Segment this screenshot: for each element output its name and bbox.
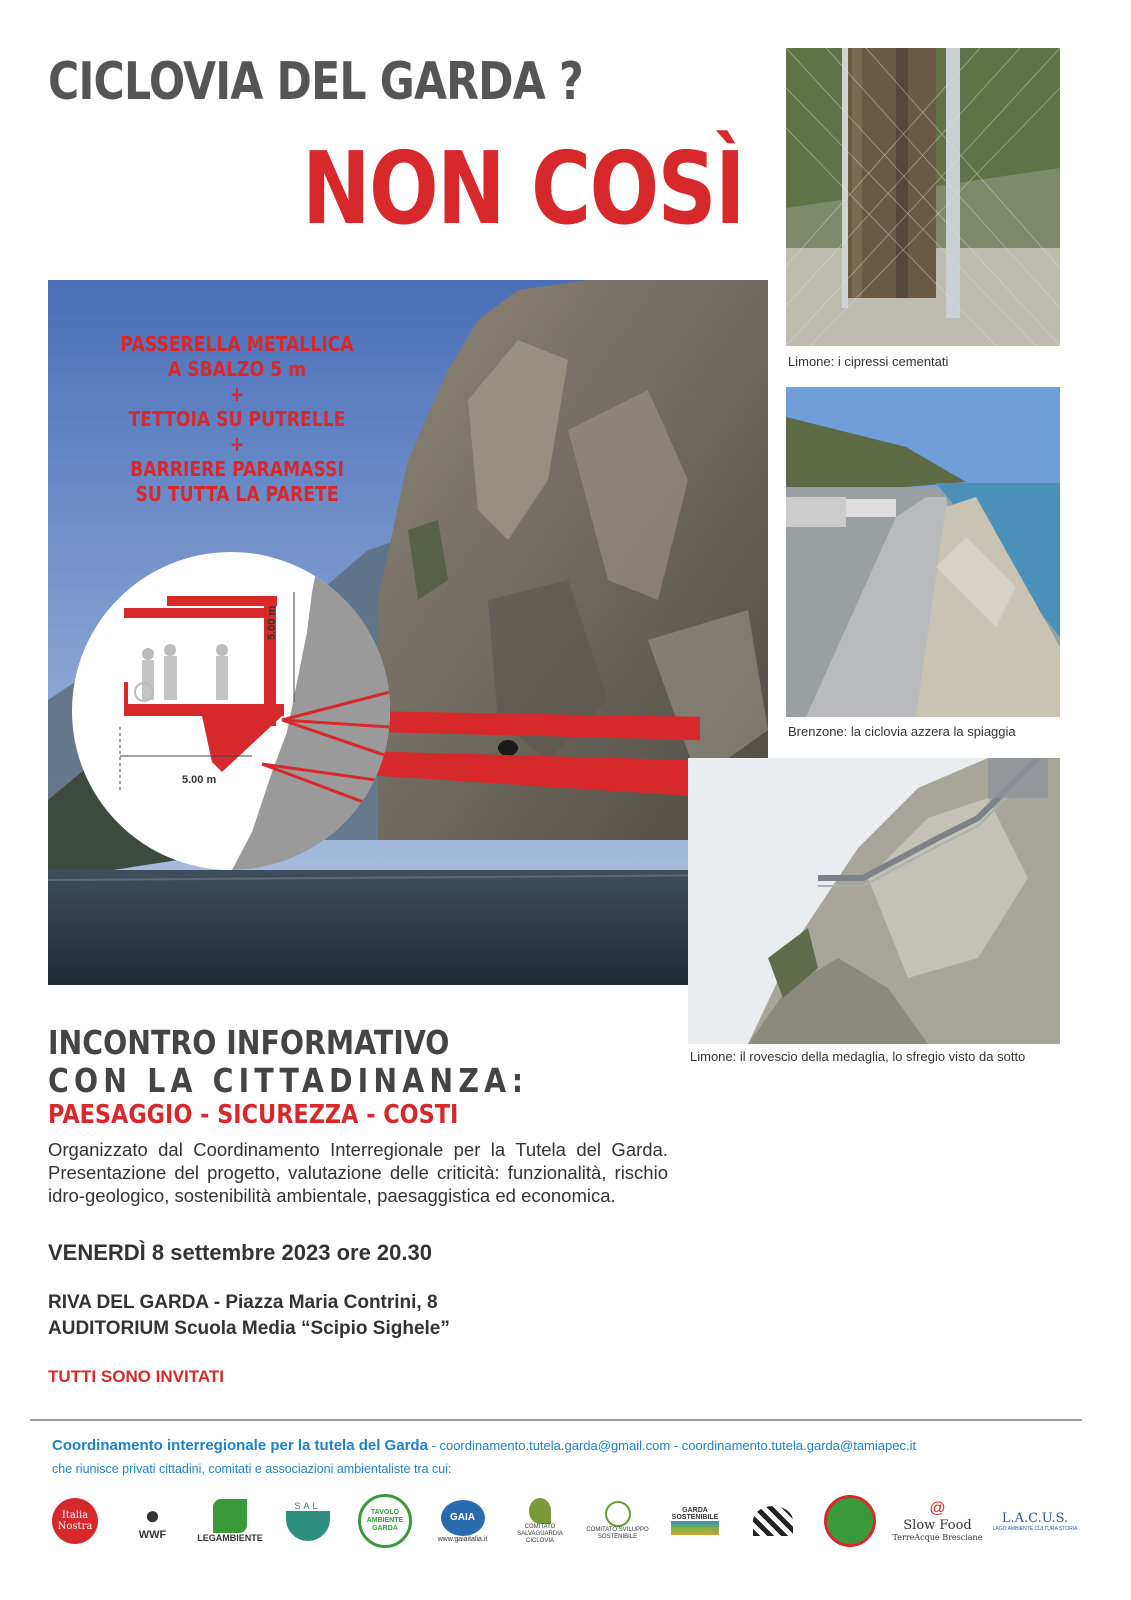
leaf-icon — [213, 1499, 247, 1533]
callout-line: + — [229, 382, 245, 406]
footer-divider — [30, 1419, 1082, 1421]
logo-lacus — [990, 1490, 1080, 1552]
caption-photo-3: Limone: il rovescio della medaglia, lo sfregio visto da sotto — [690, 1049, 1026, 1064]
event-heading-line-2: CON LA CITTADINANZA: — [48, 1061, 529, 1100]
gaia-url: www.gaiaitalia.it — [437, 1535, 488, 1543]
venue-line-1: RIVA DEL GARDA - Piazza Maria Contrini, 8 — [48, 1292, 438, 1313]
org-description: che riunisce privati cittadini, comitati e associazioni ambientaliste tra cui: — [52, 1462, 452, 1476]
logo-garda-sostenibile — [660, 1490, 730, 1552]
slow-food-label: Slow Food — [903, 1518, 972, 1533]
logo-sal — [273, 1490, 343, 1552]
section-diagram — [72, 552, 390, 870]
venue-line-2: AUDITORIUM Scuola Media “Scipio Sighele” — [48, 1318, 450, 1339]
event-heading — [48, 1024, 528, 1100]
event-description: Organizzato dal Coordinamento Interregionale per la Tutela del Garda. Presentazione del progetto, valutazione delle criticità: funzionalità, rischio idro-geologico, sostenibilità ambientale, paesaggistica ed economica. — [48, 1139, 668, 1206]
logo-slow-food — [893, 1490, 983, 1552]
event-date: VENERDÌ 8 settembre 2023 ore 20.30 — [48, 1240, 432, 1265]
callout-line: A SBALZO 5 m — [167, 357, 307, 381]
logo-gaia — [428, 1490, 498, 1552]
comitato-2-label: COMITATO SVILUPPO SOSTENIBILE — [586, 1527, 649, 1540]
logo-comitato-2 — [583, 1490, 653, 1552]
logo-tavolo-ambiente — [350, 1490, 420, 1552]
event-subheading: PAESAGGIO - SICUREZZA - COSTI — [48, 1100, 459, 1130]
comitato-1-icon — [529, 1498, 551, 1524]
title-line-2: NON COSÌ — [302, 130, 744, 247]
tavolo-badge: TAVOLO AMBIENTE GARDA — [358, 1494, 412, 1548]
caption-photo-1: Limone: i cipressi cementati — [788, 354, 949, 369]
callout-line: PASSERELLA METALLICA — [120, 332, 354, 356]
photo-brenzone-path — [786, 387, 1060, 717]
lacus-sub: LAGO AMBIENTE CULTURA STORIA — [992, 1525, 1078, 1532]
lacus-label: L.A.C.U.S. — [1001, 1510, 1069, 1526]
logo-italia-nostra — [40, 1490, 110, 1552]
slow-food-sub: TerreAcque Bresciane — [892, 1533, 983, 1542]
callout-text — [104, 332, 371, 507]
invite-text: TUTTI SONO INVITATI — [48, 1367, 224, 1386]
sal-wave-icon — [286, 1511, 330, 1541]
photo-limone-cliff — [688, 758, 1060, 1044]
event-venue — [48, 1290, 450, 1342]
association-logos — [40, 1486, 1080, 1556]
checkered-icon — [753, 1506, 793, 1536]
org-name: Coordinamento interregionale per la tutela del Garda — [52, 1437, 428, 1454]
italia-nostra-badge: Italia Nostra — [52, 1498, 98, 1544]
logo-comitato-1 — [505, 1490, 575, 1552]
callout-line: SU TUTTA LA PARETE — [135, 482, 339, 506]
callout-line: TETTOIA SU PUTRELLE — [128, 407, 346, 431]
wwf-label: WWF — [138, 1529, 167, 1541]
event-heading-line-1: INCONTRO INFORMATIVO — [48, 1023, 450, 1062]
org-line — [52, 1437, 916, 1454]
gaia-badge: GAIA — [441, 1500, 485, 1536]
comitato-1-label: COMITATO SALVAGUARDIA CICLOVIA — [517, 1523, 563, 1544]
logo-red-circle — [815, 1490, 885, 1552]
org-contacts: - coordinamento.tutela.garda@gmail.com - coordinamento.tutela.garda@tamiapec.it — [427, 1438, 917, 1453]
dim-horizontal-label: 5.00 m — [182, 774, 217, 786]
dim-vertical-label: 5.00 m — [266, 605, 278, 640]
snail-icon: @ — [929, 1500, 946, 1517]
circle-badge-icon — [824, 1495, 876, 1547]
sal-label: SAL — [294, 1501, 321, 1511]
logo-wwf — [118, 1490, 188, 1552]
caption-photo-2: Brenzone: la ciclovia azzera la spiaggia — [788, 724, 1016, 739]
legambiente-label: LEGAMBIENTE — [197, 1533, 263, 1543]
comitato-2-icon — [605, 1501, 631, 1527]
garda-sostenibile-label: GARDA SOSTENIBILE — [671, 1507, 719, 1521]
panda-icon: ● — [144, 1500, 161, 1530]
title-line-1: CICLOVIA DEL GARDA ? — [48, 52, 583, 112]
callout-line: BARRIERE PARAMASSI — [130, 457, 344, 481]
logo-legambiente — [195, 1490, 265, 1552]
photo-limone-cypress — [786, 48, 1060, 346]
garda-waves-icon — [671, 1521, 719, 1535]
logo-checkered — [738, 1490, 808, 1552]
callout-line: + — [229, 432, 245, 456]
